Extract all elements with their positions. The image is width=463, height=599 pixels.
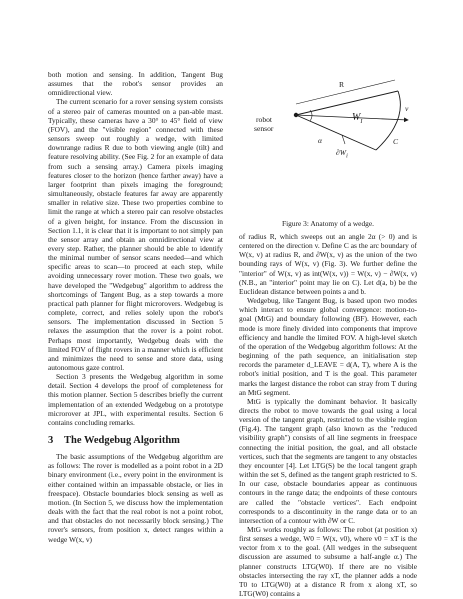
paragraph-basic-assumptions: The basic assumptions of the Wedgebug algorithm are as follows: The rover is modelled as a point robot in a 2D binary environment (i.e., every point in the environment is either contained within an impassable obstacle, or lies in freespace). Obstacle boundaries block sensing as well as motion. (In Section 5, we discuss how the implementation deals with the fact that the real robot is not a point robot, and that obstacles do not necessarily block sensing.) The rover's sensors, from position x, detect ranges within a wedge W(x, v) <box>48 452 223 544</box>
radius-dimension <box>296 80 395 104</box>
label-wedge-w-text: W <box>352 112 361 123</box>
label-wedge-w-sub: I <box>360 119 363 125</box>
paragraph-mtg: MtG is typically the dominant behavior. It basically directs the robot to move towards the goal using a local version of the tangent graph, restricted to the visible region (Fig.4). The tangent graph (also known as the "reduced visibility graph") consists of all line segments in freespace connecting the initial position, the goal, and all obstacle vertices, such that the segments are tangent to any obstacles they encounter [4]. Let LTG(S) be the local tangent graph within the set S, defined as the tangent graph restricted to S. In our case, obstacle boundaries appear as continuous contours in the range data; the endpoints of these contours are called the "obstacle vertices". Each endpoint corresponds to a discontinuity in the range data or to an intersection of a contour with ∂W or C. <box>239 396 417 525</box>
section-number: 3 <box>48 435 54 447</box>
label-alpha: α <box>318 136 322 145</box>
paragraph-continued: both motion and sensing. In addition, Tangent Bug assumes that the robot's sensor provides an omnidirectional view. <box>48 70 223 98</box>
robot-sensor-point <box>294 113 298 117</box>
label-wedge-w <box>352 113 362 127</box>
figure-wedge-anatomy <box>240 58 416 218</box>
label-boundary-text: ∂W <box>336 148 347 157</box>
left-column <box>48 70 223 544</box>
section-heading <box>48 435 223 447</box>
paragraph-wedge-definition: of radius R, which sweeps out an angle 2α (> 0) and is centered on the direction v. Define C as the arc boundary of W(x, v) at radius R, and ∂W(x, v) as the union of the two bounding rays of W(x, v) (Fig. 3). We further define the "interior" of W(x, v) as int(W(x, v)) = W(x, v) − ∂W(x, v) (N.B., an "interior" point may lie on C). Let d(a, b) be the Euclidean distance between points a and b. <box>239 232 417 296</box>
label-boundary-sub: i <box>346 153 348 160</box>
figure-caption: Figure 3: Anatomy of a wedge. <box>282 219 374 228</box>
label-sensor: sensor <box>254 124 274 133</box>
right-column <box>239 232 417 598</box>
paragraph-mtg-works: MtG works roughly as follows: The robot (at position x) first senses a wedge, W0 = W(x, v0), where v0 = xT is the vector from x to the goal. (All wedges in the subsequent discussion are assumed to subsume a half-angle α.) The planner constructs LTG(W0). If there are no visible obstacles intersecting the ray xT, the planner adds a node T0 to LTG(W0) at a distance R from x along xT, so LTG(W0) contains a <box>239 525 417 599</box>
wedge-upper-ray <box>296 91 398 115</box>
paragraph-modes: Wedgebug, like Tangent Bug, is based upon two modes which interact to ensure global convergence: motion-to-goal (MtG) and boundary following (BF). However, each mode is more finely divided into components that improve efficiency and handle the limited FOV. A high-level sketch of the operation of the Wedgebug algorithm follows: At the beginning of the path sequence, an initialisation step records the parameter d_LEAVE = d(A, T), where A is the robot's initial position, and T is the goal. This parameter marks the largest distance the robot can stray from T during an MtG segment. <box>239 296 417 397</box>
label-vector-v: v <box>405 104 409 113</box>
section-title: The Wedgebug Algorithm <box>64 435 180 447</box>
label-robot: robot <box>256 115 273 124</box>
paragraph-rover-sensing: The current scenario for a rover sensing system consists of a stereo pair of cameras mounted on a pan-able mast. Typically, these cameras have a 30° to 45° field of view (FOV), and the "visible region" connected with these sensors sweep out roughly a wedge, with limited downrange radius R due to both viewing angle (tilt) and feature resolving ability. (See Fig. 2 for an example of data from such a sensing array.) Camera pixels imaging features closer to the horizon (hence farther away) have a larger footprint than pixels imaging the foreground; simultaneously, obstacle features far away are apparently smaller in relative size. These two properties combine to limit the range at which a stereo pair can resolve obstacles of a given height, for instance. From the discussion in Section 1.1, it is clear that it is important to not simply pan the sensor array and obtain an omnidirectional view at every step. Rather, the planner should be able to identify the minimal number of sensor scans needed—and which specific areas to scan—to proceed at each step, while avoiding unnecessary rover motion. These two goals, we have developed the "Wedgebug" algorithm to address the shortcomings of Tangent Bug, as a step towards a more practical path planner for flight microrovers. Wedgebug is complete, correct, and relies solely upon the robot's sensors. The implementation discussed in Section 5 relaxes the assumption that the rover is a point robot. Perhaps most importantly, Wedgebug deals with the limited FOV of flight rovers in a manner which is efficient and minimizes the need to sense and store data, using autonomous gaze control. <box>48 97 223 372</box>
wedge-lower-ray <box>296 115 376 150</box>
label-arc-c: C <box>393 137 399 146</box>
wedge-diagram <box>240 58 416 218</box>
label-radius: R <box>339 80 345 89</box>
label-boundary <box>336 148 348 162</box>
paragraph-section-overview: Section 3 presents the Wedgebug algorithm in some detail. Section 4 develops the proof of completeness for this motion planner. Section 5 describes briefly the current implementation of an extended Wedgebug on a prototype microrover at JPL, with experimental results. Section 6 contains concluding remarks. <box>48 372 223 427</box>
